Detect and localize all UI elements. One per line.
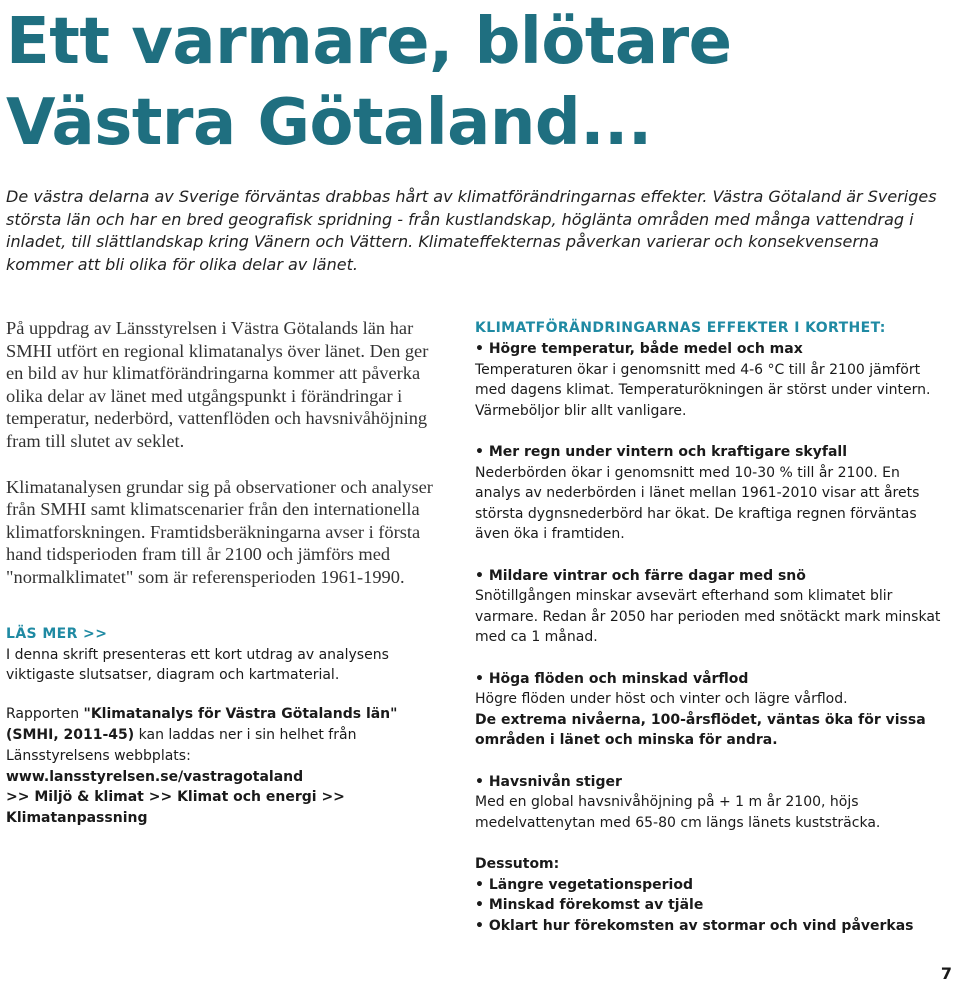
report-path-text: >> Miljö & klimat >> Klimat och energi >> Klimatanpassning: [6, 789, 345, 827]
effect-text: Med en global havsnivåhöjning på + 1 m år 2100, höjs medelvattenytan med 65-80 cm längs länets kuststräcka.: [475, 794, 881, 831]
effect-text: Snötillgången minskar avsevärt efterhand som klimatet blir varmare. Redan år 2050 har perioden med snötäckt mark minskat med ca 1 månad.: [475, 588, 941, 645]
intro-paragraph: De västra delarna av Sverige förväntas drabbas hårt av klimatförändringarnas effekter. Västra Götaland är Sveriges största län och har en bred geografisk spridning - från kustlandskap, höglänta områden med många vattendrag i inladet, till slättlandskap kring Vänern och Vättern. Klimateffekternas påverkan varierar och konsekvenserna kommer att bli olika för olika delar av länet.: [6, 187, 937, 274]
page-title-line-2: Västra Götaland...: [6, 85, 652, 160]
extra-list-item: • Oklart hur förekomsten av stormar och vind påverkas: [475, 917, 914, 934]
page-title-line-1: Ett varmare, blötare: [6, 5, 732, 79]
effect-item: [475, 772, 945, 834]
report-mid: kan laddas ner i sin helhet från Länsstyrelsens webbplats:: [6, 726, 357, 764]
right-column: [475, 317, 945, 936]
effect-title: • Mer regn under vintern och kraftigare skyfall: [475, 444, 847, 460]
report-paragraph: [6, 704, 446, 787]
left-column: [6, 317, 446, 829]
effect-title: • Havsnivån stiger: [475, 773, 622, 790]
effect-bold-text: De extrema nivåerna, 100-årsflödet, väntas öka för vissa områden i länet och minska för andra.: [475, 711, 926, 748]
extra-heading: Dessutom:: [475, 856, 560, 872]
extra-list: [475, 875, 945, 937]
left-paragraph-2: Klimatanalysen grundar sig på observationer och analyser från SMHI samt klimatscenarier från den internationella klimatforskningen. Framtidsberäkningarna avser i första hand tidsperioden fram till år 2100 och jämförs med "normalklimatet" som är referensperioden 1961-1990.: [6, 476, 433, 587]
extra-list-item: • Minskad förekomst av tjäle: [475, 897, 704, 913]
effects-heading: KLIMATFÖRÄNDRINGARNAS EFFEKTER I KORTHET:: [475, 320, 886, 336]
extra-section: [475, 854, 945, 936]
effect-item: [475, 339, 945, 421]
effect-text: Temperaturen ökar i genomsnitt med 4-6 °C till år 2100 jämfört med dagens klimat. Temperaturökningen är störst under vintern. Värmeböljor blir allt vanligare.: [475, 361, 931, 419]
effect-title: • Högre temperatur, både medel och max: [475, 341, 803, 357]
page-number: 7: [940, 964, 952, 983]
effect-title: • Mildare vintrar och färre dagar med snö: [475, 567, 806, 584]
read-more-heading: LÄS MER >>: [6, 625, 108, 642]
report-title: "Klimatanalys för Västra Götalands län" (SMHI, 2011-45): [6, 706, 398, 743]
extra-list-item: • Längre vegetationsperiod: [475, 876, 693, 893]
report-prefix: Rapporten: [6, 706, 84, 723]
page-title: [6, 2, 732, 163]
report-path: [6, 787, 446, 829]
effect-item: [475, 442, 945, 545]
effect-title: • Höga flöden och minskad vårflod: [475, 670, 749, 687]
effect-text: Högre flöden under höst och vinter och lägre vårflod.: [475, 691, 848, 707]
left-paragraph-1: På uppdrag av Länsstyrelsen i Västra Götalands län har SMHI utfört en regional klimatanalys över länet. Den ger en bild av hur klimatförändringarna kommer att påverka olika delar av länet med utgångspunkt i förändringar i temperatur, nederbörd, vattenflöden och havsnivåhöjning fram till slutet av seklet.: [6, 318, 429, 451]
effect-item: [475, 669, 945, 751]
effect-item: [475, 566, 945, 648]
read-more-text: I denna skrift presenteras ett kort utdrag av analysens viktigaste slutsatser, diagram och kartmaterial.: [6, 646, 389, 684]
effect-text: Nederbörden ökar i genomsnitt med 10-30 % till år 2100. En analys av nederbörden i länet mellan 1961-2010 visar att årets största dygnsnederbörd har ökat. De kraftiga regnen förväntas även öka i framtiden.: [475, 464, 920, 542]
report-url-link[interactable]: www.lansstyrelsen.se/vastragotaland: [6, 768, 304, 785]
